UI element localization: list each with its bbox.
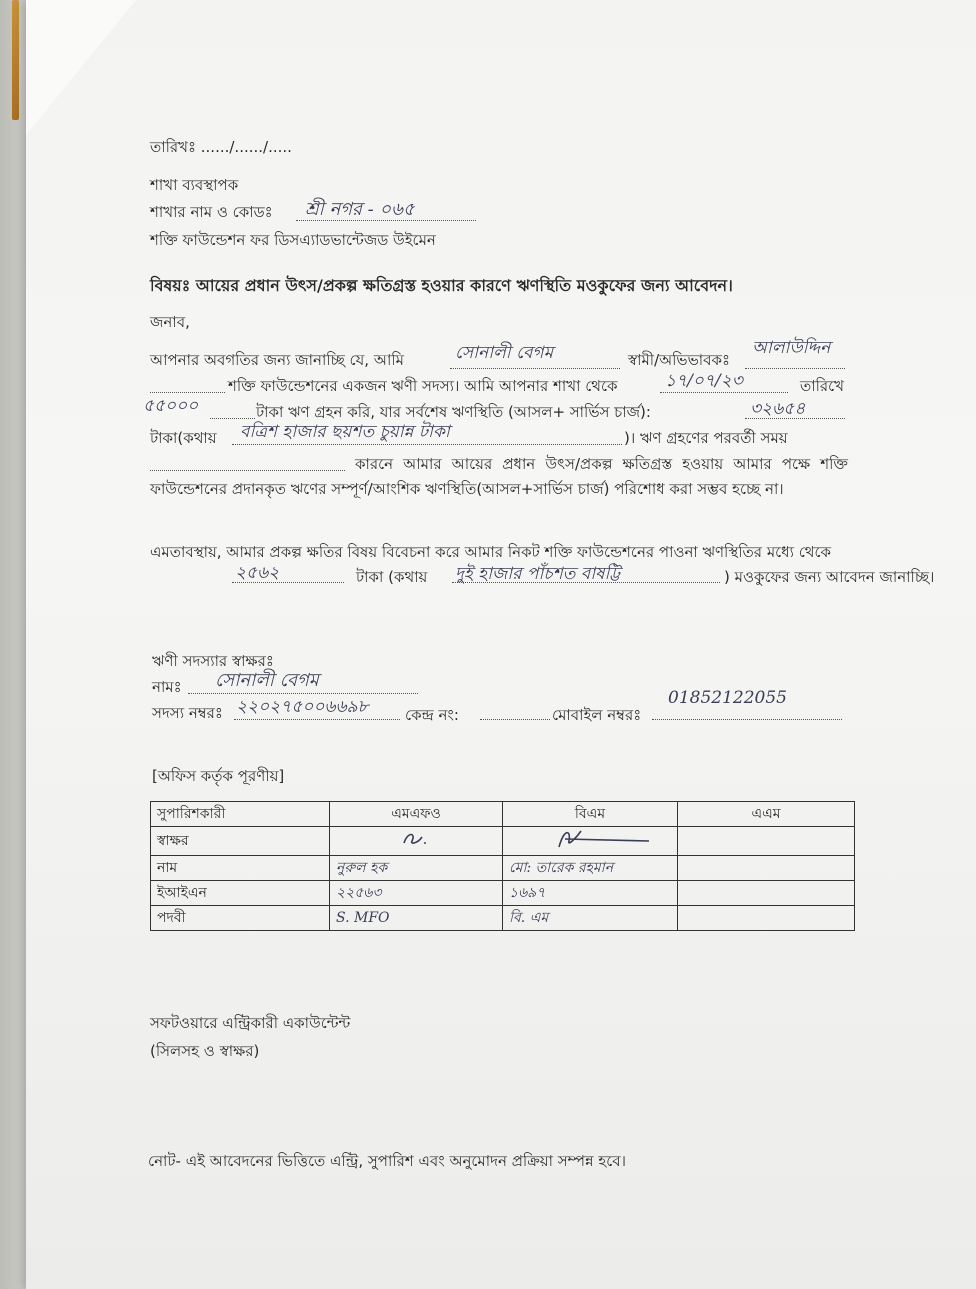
bm-signature (503, 827, 678, 856)
body-text: ) মওকুফের জন্য আবেদন জানাচ্ছি। (724, 568, 935, 586)
table-header: এএম (678, 802, 855, 827)
table-row (151, 881, 855, 906)
bm-designation: বি. এম (503, 906, 678, 931)
body-text: শক্তি ফাউন্ডেশনের একজন ঋণী সদস্য। আমি আপনার শাখা থেকে (228, 377, 618, 395)
loan-date-handwritten: ১৭/০৭/২৩ (665, 371, 743, 391)
bm-ein: ১৬৯৭ (503, 881, 678, 906)
mfo-signature (330, 827, 503, 856)
am-signature (678, 827, 855, 856)
office-heading: [অফিস কর্তৃক পূরণীয়] (152, 767, 285, 785)
center-dots (480, 719, 550, 720)
branch-label: শাখার নাম ও কোডঃ (150, 203, 273, 221)
branch-manager: শাখা ব্যবস্থাপক (150, 176, 239, 194)
balance-handwritten: ৩২৬৫৪ (750, 399, 806, 419)
mfo-designation: S. MFO (330, 906, 503, 931)
mobile-label: মোবাইল নম্বরঃ (552, 706, 642, 724)
signature-scribble-icon (396, 829, 436, 849)
date-line: তারিখঃ ....../....../..... (150, 138, 292, 156)
guardian-dots (745, 368, 845, 369)
bm-name: মো: তারেক রহমান (503, 856, 678, 881)
body-paragraph-1: কারনে আমার আয়ের প্রধান উৎস/প্রকল্প ক্ষতিগ্রস্ত হওয়ায় আমার পক্ষে শক্তি ফাউন্ডেশনের প্রদানকৃত ঋণের সম্পূর্ণ/আংশিক ঋণস্থিতি(আসল+সার্ভিস চার্জ) পরিশোধ করা সম্ভব হচ্ছে না। (150, 455, 848, 498)
org-name: শক্তি ফাউন্ডেশন ফর ডিসএ্যাডভান্টেজড উইমেন (150, 231, 436, 249)
member-no-label: সদস্য নম্বরঃ (152, 704, 223, 722)
member-no-handwritten: ২২০২৭৫০০৬৬৯৮ (236, 697, 369, 717)
row-label: পদবী (151, 906, 330, 931)
loan-amount-handwritten: ৫৫০০০ (143, 396, 199, 416)
table-header-row (151, 802, 855, 827)
footer-note: নোট- এই আবেদনের ভিত্তিতে এন্ট্রি, সুপারিশ এবং অনুমোদন প্রক্রিয়া সম্পন্ন হবে। (148, 1152, 626, 1170)
paper-fold (26, 0, 136, 135)
body-text: টাকা (কথায় (356, 568, 428, 586)
mobile-handwritten: 01852122055 (668, 688, 787, 708)
name-dots (450, 368, 620, 369)
subject-line: বিষয়ঃ আয়ের প্রধান উৎস/প্রকল্প ক্ষতিগ্রস্ত হওয়ার কারণে ঋণস্থিতি মওকুফের জন্য আবেদন। (150, 276, 733, 295)
accountant-label: সফটওয়ারে এন্ট্রিকারী একাউন্টেন্ট (150, 1014, 351, 1032)
binder-clip (12, 0, 19, 120)
signature-scribble-icon (509, 827, 659, 851)
waiver-handwritten: ২৫৬২ (235, 563, 280, 583)
body-text: )। ঋণ গ্রহণের পরবর্তী সময় (624, 429, 788, 447)
table-row (151, 827, 855, 856)
am-designation (678, 906, 855, 931)
accountant-sub: (সিলসহ ও স্বাক্ষর) (150, 1042, 260, 1060)
row-label: স্বাক্ষর (151, 827, 330, 856)
guardian-handwritten: আলাউদ্দিন (752, 338, 831, 358)
am-ein (678, 881, 855, 906)
table-header: এমএফও (330, 802, 503, 827)
signature-name-handwritten: সোনালী বেগম (215, 670, 319, 691)
row-label: ইআইএন (151, 881, 330, 906)
salutation: জনাব, (150, 313, 190, 331)
center-label: কেন্দ্র নং: (405, 706, 459, 724)
table-header: সুপারিশকারী (151, 802, 330, 827)
body-text: টাকা ঋণ গ্রহন করি, যার সর্বশেষ ঋণস্থিতি (আসল+ সার্ভিস চার্জ): (256, 403, 651, 421)
table-row (151, 906, 855, 931)
office-table (150, 801, 855, 931)
body-text: তারিখে (800, 377, 845, 395)
body-paragraph-2: এমতাবস্থায়, আমার প্রকল্প ক্ষতির বিষয় বিবেচনা করে আমার নিকট শক্তি ফাউন্ডেশনের পাওনা ঋণস্থিতির মধ্যে থেকে (150, 543, 832, 561)
body-text: আপনার অবগতির জন্য জানাচ্ছি যে, আমি (150, 351, 404, 369)
am-name (678, 856, 855, 881)
body-text: টাকা(কথায় (150, 429, 217, 447)
table-row (151, 856, 855, 881)
balance-words-handwritten: বত্রিশ হাজার ছয়শত চুয়ান্ন টাকা (240, 422, 450, 442)
row-label: নাম (151, 856, 330, 881)
table-header: বিএম (503, 802, 678, 827)
member-name-handwritten: সোনালী বেগম (455, 343, 554, 363)
waiver-words-handwritten: দুই হাজার পাঁচশত বাষট্টি (455, 564, 621, 584)
branch-value: শ্রী নগর - ০৬৫ (305, 199, 415, 220)
name-label: নামঃ (152, 678, 182, 696)
mfo-ein: ২২৫৬৩ (330, 881, 503, 906)
mobile-dots (652, 719, 842, 720)
mfo-name: নুরুল হক (330, 856, 503, 881)
signature-label: ঋণী সদস্যার স্বাক্ষরঃ (152, 652, 274, 670)
body-text: স্বামী/অভিভাবকঃ (628, 351, 730, 369)
